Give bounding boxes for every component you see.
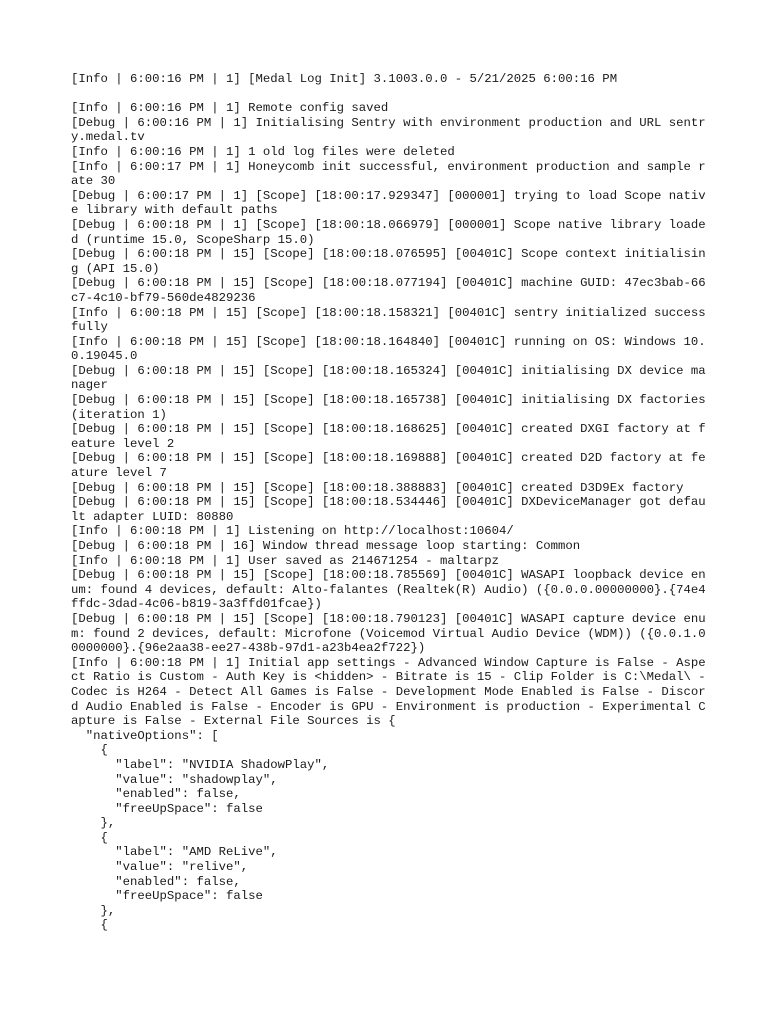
blank-line bbox=[71, 87, 711, 102]
json-line: }, bbox=[71, 903, 116, 918]
json-line: { bbox=[71, 743, 108, 758]
json-line: "freeUpSpace": false bbox=[71, 889, 263, 904]
log-entry: [Debug | 6:00:16 PM | 1] Initialising Sentry with environment production and URL sentry.medal.tv bbox=[71, 115, 706, 145]
log-entry: [Debug | 6:00:18 PM | 15] [Scope] [18:00:18.790123] [00401C] WASAPI capture device enum: found 2 devices, default: Microfone (Voicemod Virtual Audio Device (WDM)) ({0.0.1.00000000}.{96e2aa38-ee27-438b-97d1-a23b4ea2f722}) bbox=[71, 611, 706, 656]
log-entry: [Info | 6:00:18 PM | 1] User saved as 214671254 - maltarpz bbox=[71, 553, 500, 568]
log-entry: [Debug | 6:00:18 PM | 15] [Scope] [18:00:18.388883] [00401C] created D3D9Ex factory bbox=[71, 480, 684, 495]
json-line: { bbox=[71, 830, 108, 845]
json-line: "value": "shadowplay", bbox=[71, 772, 278, 787]
log-entry: [Info | 6:00:18 PM | 1] Listening on http://localhost:10604/ bbox=[71, 524, 514, 539]
log-entry: [Debug | 6:00:18 PM | 16] Window thread message loop starting: Common bbox=[71, 539, 581, 553]
log-entry: [Debug | 6:00:18 PM | 15] [Scope] [18:00:18.165738] [00401C] initialising DX factories (iteration 1) bbox=[71, 393, 714, 422]
log-entry: [Info | 6:00:16 PM | 1] Remote config saved bbox=[71, 101, 389, 116]
log-entry: [Info | 6:00:18 PM | 15] [Scope] [18:00:18.164840] [00401C] running on OS: Windows 10.0.19045.0 bbox=[71, 334, 706, 364]
log-entry: [Debug | 6:00:18 PM | 1] [Scope] [18:00:18.066979] [000001] Scope native library loaded (runtime 15.0, ScopeSharp 15.0) bbox=[71, 217, 706, 247]
json-line: "freeUpSpace": false bbox=[71, 801, 263, 816]
log-entry: [Debug | 6:00:18 PM | 15] [Scope] [18:00:18.169888] [00401C] created D2D factory at feature level 7 bbox=[71, 451, 706, 481]
json-line: "label": "AMD ReLive", bbox=[71, 845, 278, 860]
json-line: "label": "NVIDIA ShadowPlay", bbox=[71, 757, 330, 772]
log-entry: [Debug | 6:00:18 PM | 15] [Scope] [18:00:18.165324] [00401C] initialising DX device manager bbox=[71, 363, 706, 393]
json-line: "nativeOptions": [ bbox=[71, 728, 219, 743]
json-line: "value": "relive", bbox=[71, 860, 249, 875]
log-entry: [Info | 6:00:18 PM | 1] Initial app settings - Advanced Window Capture is False - Aspect Ratio is Custom - Auth Key is <hidden> - Bitrate is 15 - Clip Folder is C:\Medal\ - Codec is H264 - Detect All Games is False - Development Mode Enabled is False - Discord Audio Enabled is False - Encoder is GPU - Environment is production - Experimental Capture is False - External File Sources is { bbox=[71, 655, 714, 729]
log-entry: [Info | 6:00:18 PM | 15] [Scope] [18:00:18.158321] [00401C] sentry initialized successfully bbox=[71, 305, 706, 335]
log-entry: [Info | 6:00:17 PM | 1] Honeycomb init successful, environment production and sample rate 30 bbox=[71, 159, 706, 189]
json-line: }, bbox=[71, 816, 116, 831]
log-entry: [Info | 6:00:16 PM | 1] 1 old log files were deleted bbox=[71, 144, 455, 159]
json-line: "enabled": false, bbox=[71, 787, 241, 802]
log-entry: [Debug | 6:00:18 PM | 15] [Scope] [18:00:18.168625] [00401C] created DXGI factory at feature level 2 bbox=[71, 422, 706, 451]
log-header: [Info | 6:00:16 PM | 1] [Medal Log Init] 3.1003.0.0 - 5/21/2025 6:00:16 PM bbox=[71, 72, 618, 86]
log-entry: [Debug | 6:00:18 PM | 15] [Scope] [18:00:18.785569] [00401C] WASAPI loopback device enum: found 4 devices, default: Alto-falantes (Realtek(R) Audio) ({0.0.0.00000000}.{74e4ffdc-3dad-4c06-b819-3a3ffd01fcae}) bbox=[71, 568, 706, 612]
log-entry: [Debug | 6:00:18 PM | 15] [Scope] [18:00:18.076595] [00401C] Scope context initialising (API 15.0) bbox=[71, 247, 706, 276]
json-line: "enabled": false, bbox=[71, 874, 241, 889]
log-entry: [Debug | 6:00:17 PM | 1] [Scope] [18:00:17.929347] [000001] trying to load Scope native library with default paths bbox=[71, 188, 706, 218]
json-line: { bbox=[71, 918, 108, 933]
log-document bbox=[71, 72, 714, 933]
log-entry: [Debug | 6:00:18 PM | 15] [Scope] [18:00:18.534446] [00401C] DXDeviceManager got default adapter LUID: 80880 bbox=[71, 495, 706, 524]
log-entry: [Debug | 6:00:18 PM | 15] [Scope] [18:00:18.077194] [00401C] machine GUID: 47ec3bab-66c7-4c10-bf79-560de4829236 bbox=[71, 276, 706, 305]
